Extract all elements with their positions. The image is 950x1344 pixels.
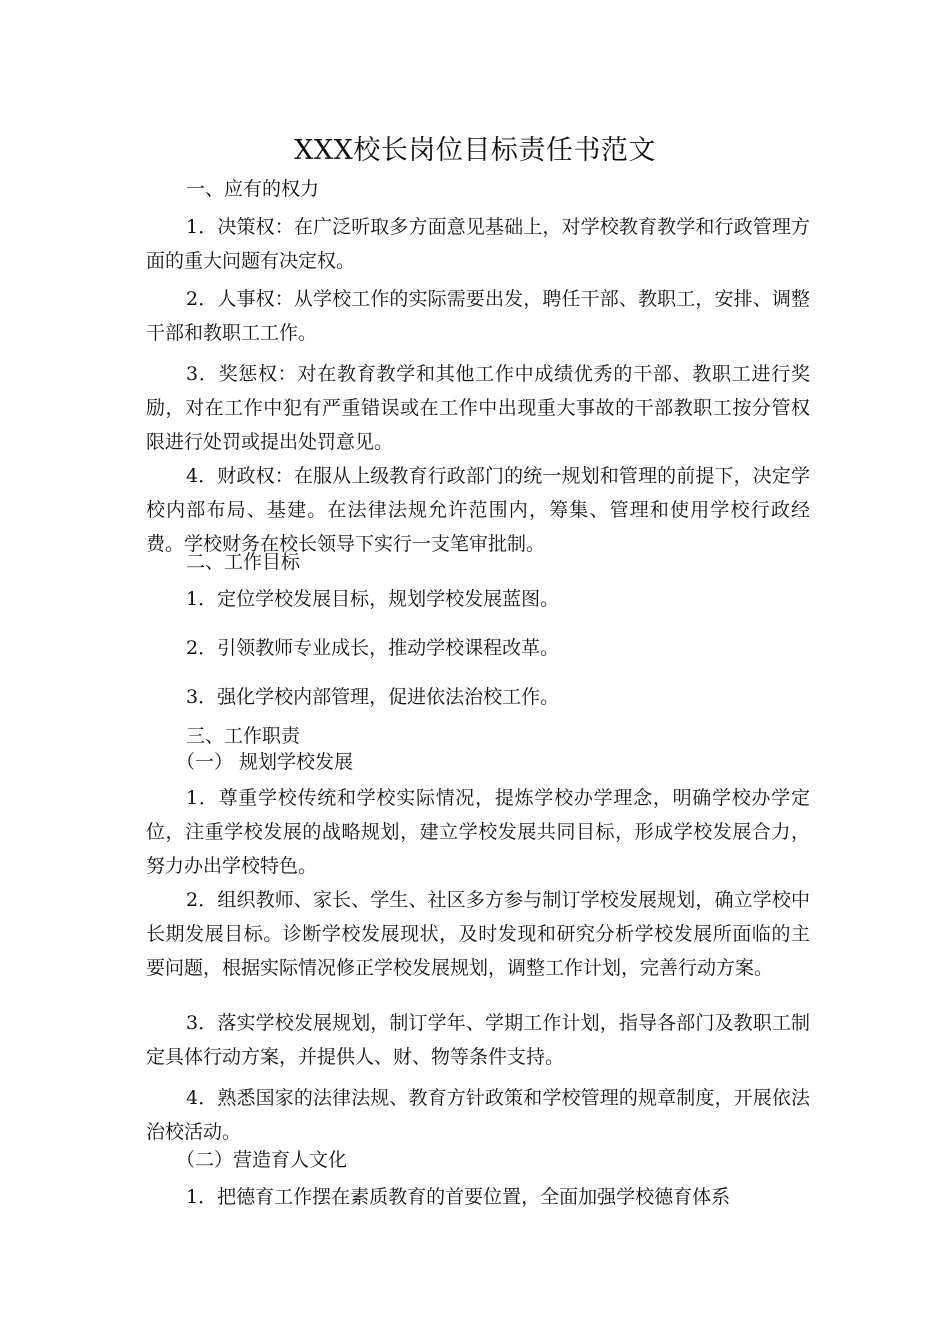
paragraph: 1．决策权：在广泛听取多方面意见基础上，对学校教育教学和行政管理方面的重大问题有决定权。	[146, 216, 810, 272]
document-title: XXX校长岗位目标责任书范文	[294, 135, 656, 166]
paragraph: 1．把德育工作摆在素质教育的首要位置，全面加强学校德育体系	[186, 1186, 731, 1208]
section-heading: 一、应有的权力	[186, 178, 320, 200]
paragraph: 4．熟悉国家的法律法规、教育方针政策和学校管理的规章制度，开展依法治校活动。	[146, 1087, 810, 1143]
paragraph: 3．奖惩权：对在教育教学和其他工作中成绩优秀的干部、教职工进行奖励，对在工作中犯有严重错误或在工作中出现重大事故的干部教职工按分管权限进行处罚或提出处罚意见。	[146, 363, 810, 453]
paragraph: 1．尊重学校传统和学校实际情况，提炼学校办学理念，明确学校办学定位，注重学校发展的战略规划，建立学校发展共同目标，形成学校发展合力，努力办出学校特色。	[146, 787, 810, 877]
subsection-heading: （一） 规划学校发展	[176, 751, 354, 773]
list-item: 1．定位学校发展目标，规划学校发展蓝图。	[186, 588, 560, 610]
paragraph: 2．组织教师、家长、学生、社区多方参与制订学校发展规划，确立学校中长期发展目标。诊断学校发展现状，及时发现和研究分析学校发展所面临的主要问题，根据实际情况修正学校发展规划，调整工作计划，完善行动方案。	[146, 889, 810, 979]
section-heading: 二、工作目标	[186, 551, 301, 573]
paragraph: 2．人事权：从学校工作的实际需要出发，聘任干部、教职工，安排、调整干部和教职工工作。	[146, 288, 810, 344]
paragraph: 4．财政权：在服从上级教育行政部门的统一规划和管理的前提下，决定学校内部布局、基建。在法律法规允许范围内，筹集、管理和使用学校行政经费。学校财务在校长领导下实行一支笔审批制。	[146, 465, 810, 555]
list-item: 3．强化学校内部管理，促进依法治校工作。	[186, 686, 560, 708]
subsection-heading: （二）营造育人文化	[176, 1149, 348, 1171]
section-heading: 三、工作职责	[186, 725, 301, 747]
list-item: 2．引领教师专业成长，推动学校课程改革。	[186, 637, 560, 659]
paragraph: 3．落实学校发展规划，制订学年、学期工作计划，指导各部门及教职工制定具体行动方案，并提供人、财、物等条件支持。	[146, 1012, 810, 1068]
